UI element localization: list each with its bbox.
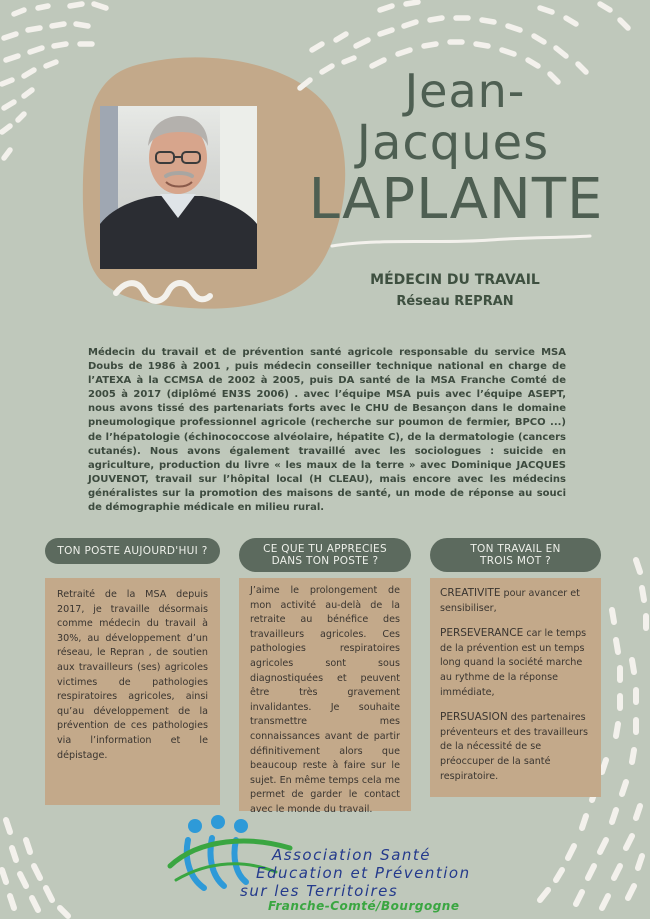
word-item [440,586,591,616]
card-text: J’aime le prolongement de mon activité au-delà de la retraite au bénéfice des travailleurs agricoles. Ces pathologies respiratoires agricoles sont sous diagnostiquées et peuvent être très gravement invalidantes. Je souhaite transmettre mes connaissances avant de partir définitivement alors que beaucoup reste à faire sur le sujet. En même temps cela me permet de garder le contact avec le monde du travail. [250,585,400,815]
card-current-position [45,578,220,805]
last-name: LAPLANTE [308,167,604,232]
portrait-illustration [100,106,257,269]
card-three-words [430,578,601,797]
word-keyword: PERSEVERANCE [440,627,524,640]
word-keyword: PERSUASION [440,711,508,724]
portrait-photo [100,106,257,269]
section-title-what-you-appreciate [239,538,411,572]
role-title: MÉDECIN DU TRAVAIL [370,272,540,288]
section-title-current-position [45,538,220,564]
logo-line-2: Education et Prévention [256,864,471,882]
biography-text: Médecin du travail et de prévention santé agricole responsable du service MSA Doubs de 1986 à 2001 , puis médecin conseiller technique national en charge de l’ATEXA à la CCMSA de 2002 à 2005, puis DA santé de la MSA Franche Comté de 2005 à 2017 (diplômé EN3S 2006) . avec l’équipe MSA puis avec l’équipe ASEPT, nous avons tissé des partenariats forts avec le CHU de Besançon dans le domaine pneumologique professionnel agricole (recherche sur poumon de fermier, BPCO ...) de l’hépatologie (échinococcose alvéolaire, hépatite C), de la dermatologie (cancers cutanés). Nous avons également travaillé avec les sociologues : suicide en agriculture, production du livre « les maux de la terre » avec Dominique JACQUES JOUVENOT, travail sur l’hôpital local (H CLEAU), mais encore avec les médecins généralistes sur la promotion des maisons de santé, un mode de réponse au souci de démographie médicale en milieu rural. [88,347,566,514]
section-title-line-2: TROIS MOT ? [479,555,552,567]
word-item [440,626,591,700]
first-name-line-2: Jacques [356,115,550,171]
logo-line-3: sur les Territoires [240,882,399,900]
word-item [440,710,591,784]
section-title-line-1: CE QUE TU APPRECIES [263,543,387,555]
section-title-line-2: DANS TON POSTE ? [271,555,379,567]
first-name-line-1: Jean- [404,64,526,118]
section-title-text: TON POSTE AUJOURD'HUI ? [57,545,208,557]
word-text: des partenaires préventeurs et des travailleurs de la nécessité de se préoccuper de la santé respiratoire. [440,712,588,782]
logo-region: Franche-Comté/Bourgogne [268,899,460,913]
card-what-you-appreciate [239,578,411,815]
section-title-line-1: TON TRAVAIL EN [470,543,561,555]
dashes-bottom-left [2,820,68,916]
word-text: car le temps de la prévention est un temps long quand la société marche au rythme de la réponse immédiate, [440,628,587,698]
word-text: pour avancer et sensibiliser, [440,588,580,614]
logo-line-1: Association Santé [272,846,432,864]
word-keyword: CREATIVITE [440,587,501,599]
card-text: Retraité de la MSA depuis 2017, je travaille désormais comme médecin du travail à 30%, au développement d’un réseau, le Repran , de soutien aux travailleurs (ses) agricoles victimes de pathologies respiratoires agricoles, ainsi qu’au développement de la prévention de ces pathologies via l’information et le dépistage. [57,589,208,761]
name-underline [332,236,590,246]
network-name: Réseau REPRAN [396,294,514,309]
section-title-three-words [430,538,601,572]
